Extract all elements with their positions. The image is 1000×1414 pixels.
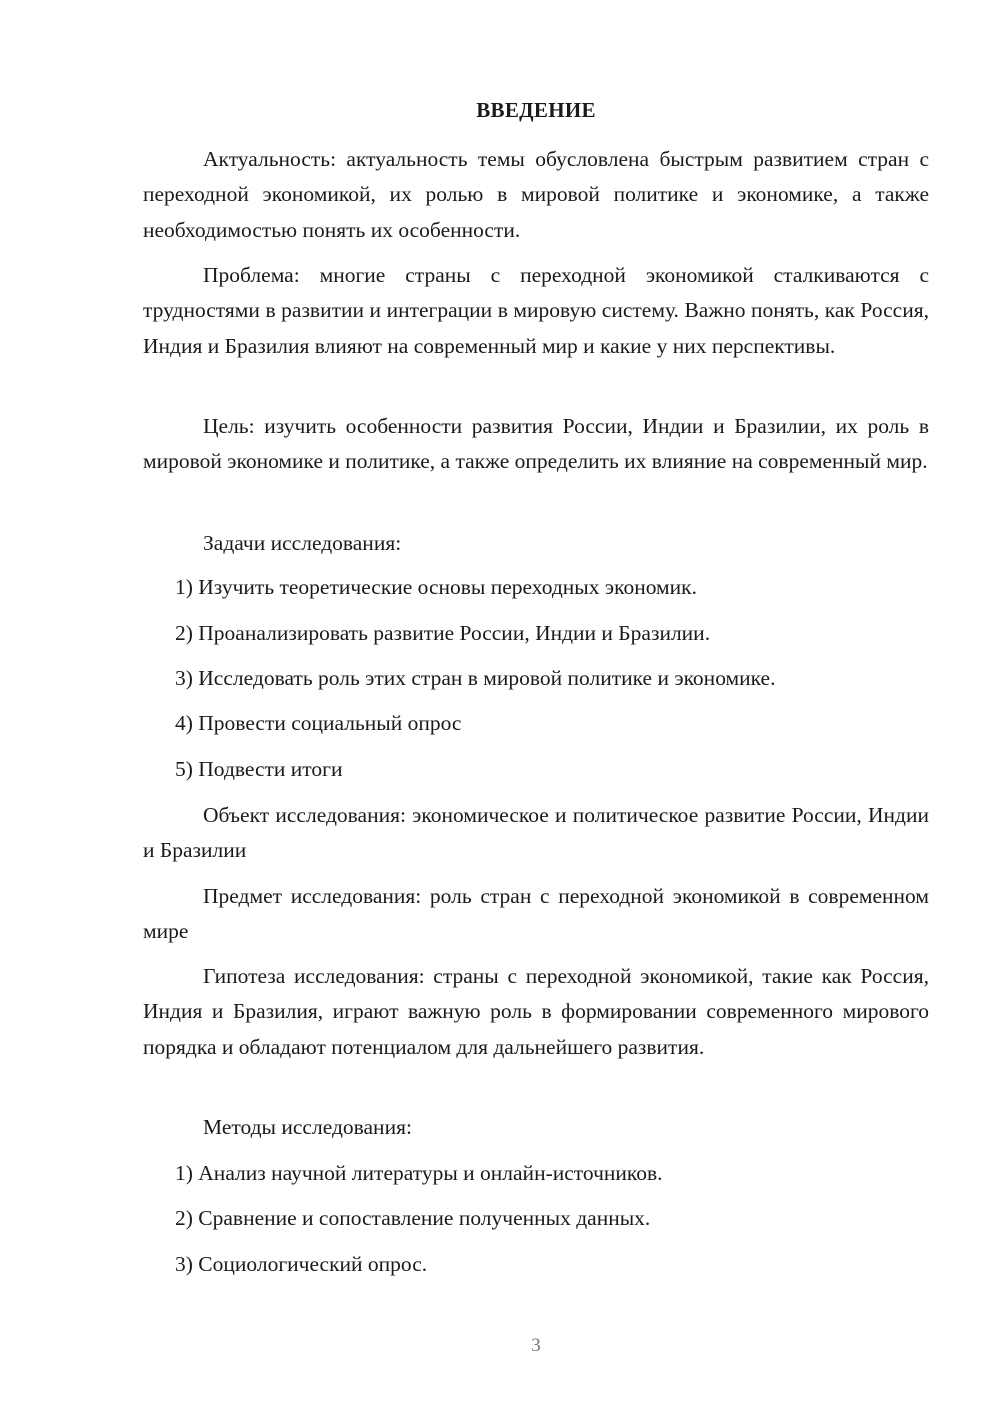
page-number: 3: [531, 1335, 541, 1356]
page-title: ВВЕДЕНИЕ: [476, 98, 596, 122]
object-paragraph: Объект исследования: экономическое и политическое развитие России, Индии и Бразилии: [143, 803, 929, 863]
methods-title: Методы исследования:: [203, 1115, 412, 1139]
method-item: 2) Сравнение и сопоставление полученных данных.: [175, 1206, 651, 1230]
subject-paragraph: Предмет исследования: роль стран с переходной экономикой в современном мире: [143, 884, 929, 944]
task-item: 1) Изучить теоретические основы переходных экономик.: [175, 575, 697, 599]
task-item: 3) Исследовать роль этих стран в мировой политике и экономике.: [175, 666, 776, 690]
goal-paragraph: Цель: изучить особенности развития России, Индии и Бразилии, их роль в мировой экономике и политике, а также определить их влияние на современный мир.: [143, 414, 929, 474]
document-page: [143, 0, 929, 1414]
task-item: 2) Проанализировать развитие России, Индии и Бразилии.: [175, 621, 711, 645]
tasks-title: Задачи исследования:: [203, 531, 402, 555]
method-item: 3) Социологический опрос.: [175, 1252, 428, 1276]
task-item: 5) Подвести итоги: [175, 757, 343, 781]
problem-paragraph: Проблема: многие страны с переходной экономикой сталкиваются с трудностями в развитии и интеграции в мировую систему. Важно понять, как Россия, Индия и Бразилия влияют на современный мир и какие у них перспективы.: [143, 263, 929, 358]
hypothesis-paragraph: Гипотеза исследования: страны с переходной экономикой, такие как Россия, Индия и Бразилия, играют важную роль в формировании современного мирового порядка и обладают потенциалом для дальнейшего развития.: [143, 964, 929, 1059]
task-item: 4) Провести социальный опрос: [175, 711, 462, 735]
method-item: 1) Анализ научной литературы и онлайн-источников.: [175, 1161, 663, 1185]
relevance-paragraph: Актуальность: актуальность темы обусловлена быстрым развитием стран с переходной экономикой, их ролью в мировой политике и экономике, а также необходимостью понять их особенности.: [143, 147, 929, 242]
